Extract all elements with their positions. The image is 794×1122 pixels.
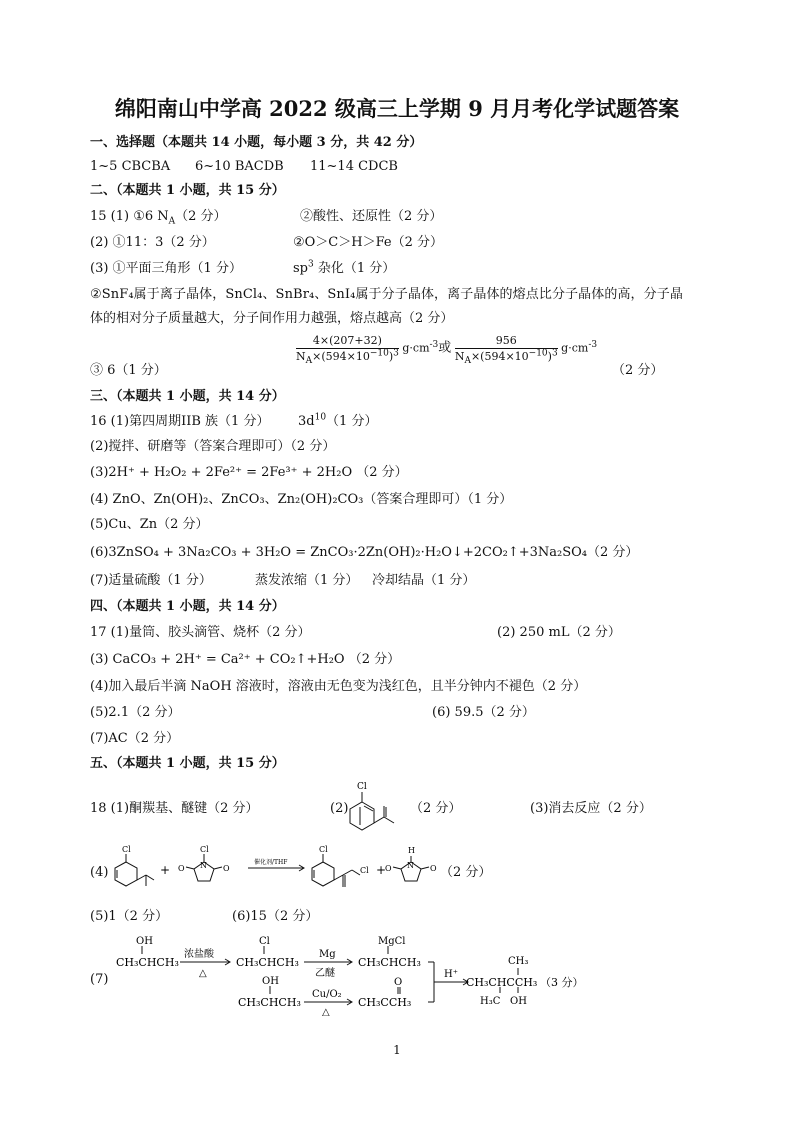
syn-reactant-5: CH₃CCH₃ — [358, 996, 412, 1009]
syn-cl: Cl — [259, 936, 270, 947]
mc-answers-11-14: 11~14 CDCB — [310, 159, 398, 174]
f1-den-sub: A — [305, 356, 313, 367]
q15-1a-text: 15 (1) ①6 N — [90, 209, 169, 224]
q17-7: (7)AC（2 分） — [90, 731, 180, 746]
syn-reactant-4: CH₃CHCH₃ — [238, 996, 301, 1009]
f2-den-sup2: 3 — [551, 348, 558, 359]
q17-4: (4)加入最后半滴 NaOH 溶液时，溶液由无色变为浅红色，且半分钟内不褪色（2 分） — [90, 679, 587, 694]
syn-reactant-1: CH₃CHCH₃ — [116, 956, 179, 969]
syn-oh-1: OH — [136, 936, 153, 947]
q17-2: (2) 250 mL（2 分） — [497, 625, 621, 640]
q17-3: (3) CaCO₃ + 2H⁺ = Ca²⁺ + CO₂↑+H₂O （2 分） — [90, 652, 401, 667]
syn-cond-1-bottom: △ — [199, 968, 207, 979]
fraction-1-denominator — [296, 348, 399, 367]
q16-1b — [298, 412, 378, 429]
q18-4-n-b: N — [407, 861, 414, 870]
q16-7b: 蒸发浓缩（1 分） — [255, 573, 359, 588]
q18-4-label: (4) — [90, 865, 109, 880]
section-4-heading: 四、（本题共 1 小题，共 14 分） — [90, 599, 285, 614]
q18-4-n-a: N — [200, 861, 207, 870]
q18-2-cl-label: Cl — [357, 782, 367, 792]
f2-den-rest: ×(594×10 — [470, 350, 529, 363]
q15-3a: (3) ①平面三角形（1 分） — [90, 261, 242, 276]
fraction-2 — [454, 334, 558, 367]
q15-3b — [293, 259, 396, 276]
q16-3: (3)2H⁺ + H₂O₂ + 2Fe²⁺ = 2Fe³⁺ + 2H₂O （2 分） — [90, 465, 408, 480]
syn-cond-2-bottom: 乙醚 — [315, 968, 335, 979]
q18-4-h: H — [408, 846, 415, 855]
or-word: 或 — [438, 340, 452, 356]
mc-answers-6-10: 6~10 BACDB — [195, 159, 284, 174]
q15-2a: (2) ①11：3（2 分） — [90, 235, 215, 250]
q18-4-condition: 催化剂/THF — [254, 859, 288, 866]
page-number: 1 — [393, 1043, 401, 1057]
unit-2-sup: -3 — [588, 339, 598, 350]
syn-reactant-2: CH₃CHCH₃ — [236, 956, 299, 969]
unit-1: g·cm — [398, 341, 430, 355]
fraction-2-numerator: 956 — [455, 335, 558, 349]
unit-1-sup: -3 — [429, 339, 439, 350]
f1-den-sup2: 3 — [393, 348, 399, 359]
mc-answers-1-5: 1~5 CBCBA — [90, 159, 171, 174]
f1-den-sup: −10 — [369, 348, 389, 359]
syn-cond-1-top: 浓盐酸 — [184, 949, 214, 960]
q18-4-o-b: O — [223, 864, 230, 873]
f2-den-end: ) — [547, 350, 552, 363]
syn-h-plus: H⁺ — [444, 969, 458, 980]
fraction-2-denominator — [454, 348, 558, 367]
density-formula — [296, 334, 598, 367]
section-2-heading: 二、（本题共 1 小题，共 15 分） — [90, 183, 285, 198]
q16-2: (2)搅拌、研磨等（答案合理即可）（2 分） — [90, 439, 336, 454]
q18-1: 18 (1)酮羰基、醚键（2 分） — [90, 801, 259, 816]
q16-7a: (7)适量硫酸（1 分） — [90, 573, 212, 588]
f2-den-sup: −10 — [528, 348, 548, 359]
q18-4-o-c: O — [385, 864, 392, 873]
page-title: 绵阳南山中学高 2022 级高三上学期 9 月月考化学试题答案 — [114, 96, 680, 121]
q18-4-plus-2: + — [376, 863, 387, 877]
q15-3b-pre: sp — [293, 261, 308, 276]
syn-oh-3: OH — [510, 996, 527, 1007]
q17-5: (5)2.1（2 分） — [90, 705, 181, 720]
q16-5: (5)Cu、Zn（2 分） — [90, 517, 209, 532]
syn-cond-2-top: Mg — [319, 949, 336, 960]
q18-4-cl-a: Cl — [122, 845, 131, 854]
f2-den-n: N — [454, 350, 465, 363]
q18-4-cl-c: Cl — [319, 845, 328, 854]
syn-mgcl: MgCl — [378, 936, 406, 947]
f1-den-rest: ×(594×10 — [312, 350, 370, 363]
q15-1b: ②酸性、还原性（2 分） — [300, 209, 443, 224]
q16-6: (6)3ZnSO₄ + 3Na₂CO₃ + 3H₂O = ZnCO₃·2Zn(OH)₂·H₂O↓+2CO₂↑+3Na₂SO₄（2 分） — [90, 545, 639, 560]
syn-product: CH₃CHCCH₃ — [466, 976, 538, 989]
syn-cond-3-bottom: △ — [322, 1007, 330, 1016]
q15-3c-line2: 体的相对分子质量越大，分子间作用力越强，熔点越高（2 分） — [90, 311, 454, 326]
syn-h3c: H₃C — [480, 996, 501, 1007]
section-1-heading: 一、选择题（本题共 14 小题，每小题 3 分，共 42 分） — [90, 135, 423, 150]
f2-den-sub: A — [464, 356, 471, 367]
q15-3d: ③ 6（1 分） — [90, 363, 167, 378]
q17-6: (6) 59.5（2 分） — [432, 705, 535, 720]
q18-4-cl-b: Cl — [200, 845, 209, 854]
q18-2-structure-image — [346, 778, 406, 838]
q16-7c: 冷却结晶（1 分） — [372, 573, 476, 588]
syn-oh-2: OH — [262, 976, 279, 987]
syn-o: O — [394, 977, 403, 988]
q15-1a-sub: A — [168, 216, 176, 227]
q15-1a-pts: （2 分） — [175, 209, 227, 224]
q18-4-o-d: O — [430, 864, 437, 873]
q16-1b-post: （1 分） — [326, 414, 378, 429]
syn-cond-3-top: Cu/O₂ — [312, 989, 342, 1000]
fraction-1 — [296, 334, 399, 367]
q18-4-plus-1: + — [160, 863, 171, 877]
q17-1: 17 (1)量筒、胶头滴管、烧杯（2 分） — [90, 625, 311, 640]
q15-1a — [90, 209, 227, 227]
formula-points: （2 分） — [612, 363, 664, 378]
q18-5: (5)1（2 分） — [90, 909, 169, 924]
syn-reactant-3: CH₃CHCH₃ — [358, 956, 421, 969]
q18-2-points: （2 分） — [410, 801, 462, 816]
q16-1b-sup: 10 — [314, 412, 327, 423]
q16-4: (4) ZnO、Zn(OH)₂、ZnCO₃、Zn₂(OH)₂CO₃（答案合理即可）（1 分） — [90, 492, 513, 507]
syn-ch3-top: CH₃ — [508, 956, 529, 967]
q18-4-points: （2 分） — [440, 865, 492, 880]
q18-7-synthesis-image — [108, 932, 668, 1016]
q18-4-cl-d: Cl — [360, 866, 369, 875]
q16-1b-pre: 3d — [298, 414, 315, 429]
q18-6: (6)15（2 分） — [232, 909, 319, 924]
unit-2: g·cm — [557, 341, 589, 355]
f1-den-n: N — [296, 350, 306, 363]
q15-3b-post: 杂化（1 分） — [313, 261, 396, 276]
q18-4-reaction-image — [108, 840, 488, 900]
q15-3c-line1: ②SnF₄属于离子晶体，SnCl₄、SnBr₄、SnI₄属于分子晶体，离子晶体的熔点比分子晶体的高，分子晶 — [90, 287, 683, 302]
syn-points: （3 分） — [540, 976, 584, 989]
q18-4-o-a: O — [178, 864, 185, 873]
q18-2-label: (2) — [330, 801, 349, 816]
section-3-heading: 三、（本题共 1 小题，共 14 分） — [90, 389, 285, 404]
fraction-1-numerator: 4×(207+32) — [296, 335, 399, 349]
q16-1a: 16 (1)第四周期IIB 族（1 分） — [90, 414, 270, 429]
f1-den-end: ) — [388, 350, 394, 363]
q15-3b-sup: 3 — [308, 259, 314, 270]
q18-7-label: (7) — [90, 972, 109, 987]
q15-2b: ②O＞C＞H＞Fe（2 分） — [293, 235, 444, 250]
section-5-heading: 五、（本题共 1 小题，共 15 分） — [90, 756, 285, 771]
q18-3: (3)消去反应（2 分） — [530, 801, 652, 816]
